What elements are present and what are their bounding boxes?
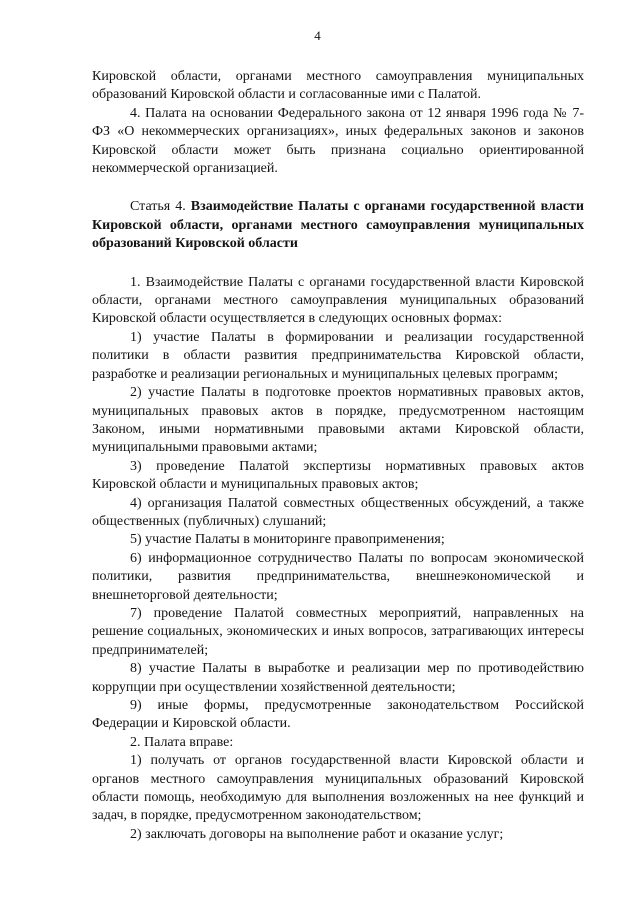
page-number: 4 bbox=[314, 28, 321, 43]
paragraph-continuation: Кировской области, органами местного самоуправления муниципальных образований Кировской области и согласованные ими с Палатой. bbox=[92, 69, 584, 103]
list-item: 8) участие Палаты в выработке и реализации мер по противодействию коррупции при осуществлении хозяйственной деятельности; bbox=[92, 661, 584, 695]
list-item: 5) участие Палаты в мониторинге правоприменения; bbox=[130, 532, 445, 548]
list-item: 1) получать от органов государственной власти Кировской области и органов местного самоуправления муниципальных образований Кировской области помощь, необходимую для выполнения возложенных на нее функций и задач, в порядке, предусмотренном законодательством; bbox=[92, 753, 584, 824]
paragraph: 2. Палата вправе: bbox=[130, 734, 234, 750]
list-item: 2) участие Палаты в подготовке проектов нормативных правовых актов, муниципальных правовых актов в порядке, предусмотренном настоящим Законом, иными нормативными правовыми актами Кировской области, муниципальными правовыми актами; bbox=[92, 385, 584, 456]
article-heading bbox=[92, 198, 584, 253]
list-item: 9) иные формы, предусмотренные законодательством Российской Федерации и Кировской области. bbox=[92, 698, 584, 732]
list-item: 7) проведение Палатой совместных мероприятий, направленных на решение социальных, экономических и иных вопросов, затрагивающих интересы предпринимателей; bbox=[92, 605, 584, 658]
paragraph-point-4: 4. Палата на основании Федерального закона от 12 января 1996 года № 7-ФЗ «О некоммерческих организациях», иных федеральных законов и законов Кировской области может быть признана социально ориентированной некоммерческой организацией. bbox=[92, 105, 584, 177]
list-item: 4) организация Палатой совместных общественных обсуждений, а также общественных (публичных) слушаний; bbox=[92, 495, 584, 529]
paragraph: 1. Взаимодействие Палаты с органами государственной власти Кировской области, органами местного самоуправления муниципальных образований Кировской области осуществляется в следующих основных формах: bbox=[92, 274, 584, 327]
list-item: 6) информационное сотрудничество Палаты по вопросам экономической политики, развития предпринимательства, внешнеэкономической и внешнеторговой деятельности; bbox=[92, 550, 584, 603]
article-prefix: Статья 4. bbox=[130, 199, 186, 215]
article-title: Взаимодействие Палаты с органами государственной власти Кировской области, органами местного самоуправления муниципальных образований Кировской области bbox=[92, 199, 584, 252]
list-item: 2) заключать договоры на выполнение работ и оказание услуг; bbox=[130, 826, 504, 842]
list-item: 1) участие Палаты в формировании и реализации государственной политики в области развития предпринимательства Кировской области, разработке и реализации региональных и муниципальных целевых программ; bbox=[92, 329, 584, 382]
document-body bbox=[92, 68, 584, 844]
list-item: 3) проведение Палатой экспертизы нормативных правовых актов Кировской области и муниципальных правовых актов; bbox=[92, 458, 584, 493]
